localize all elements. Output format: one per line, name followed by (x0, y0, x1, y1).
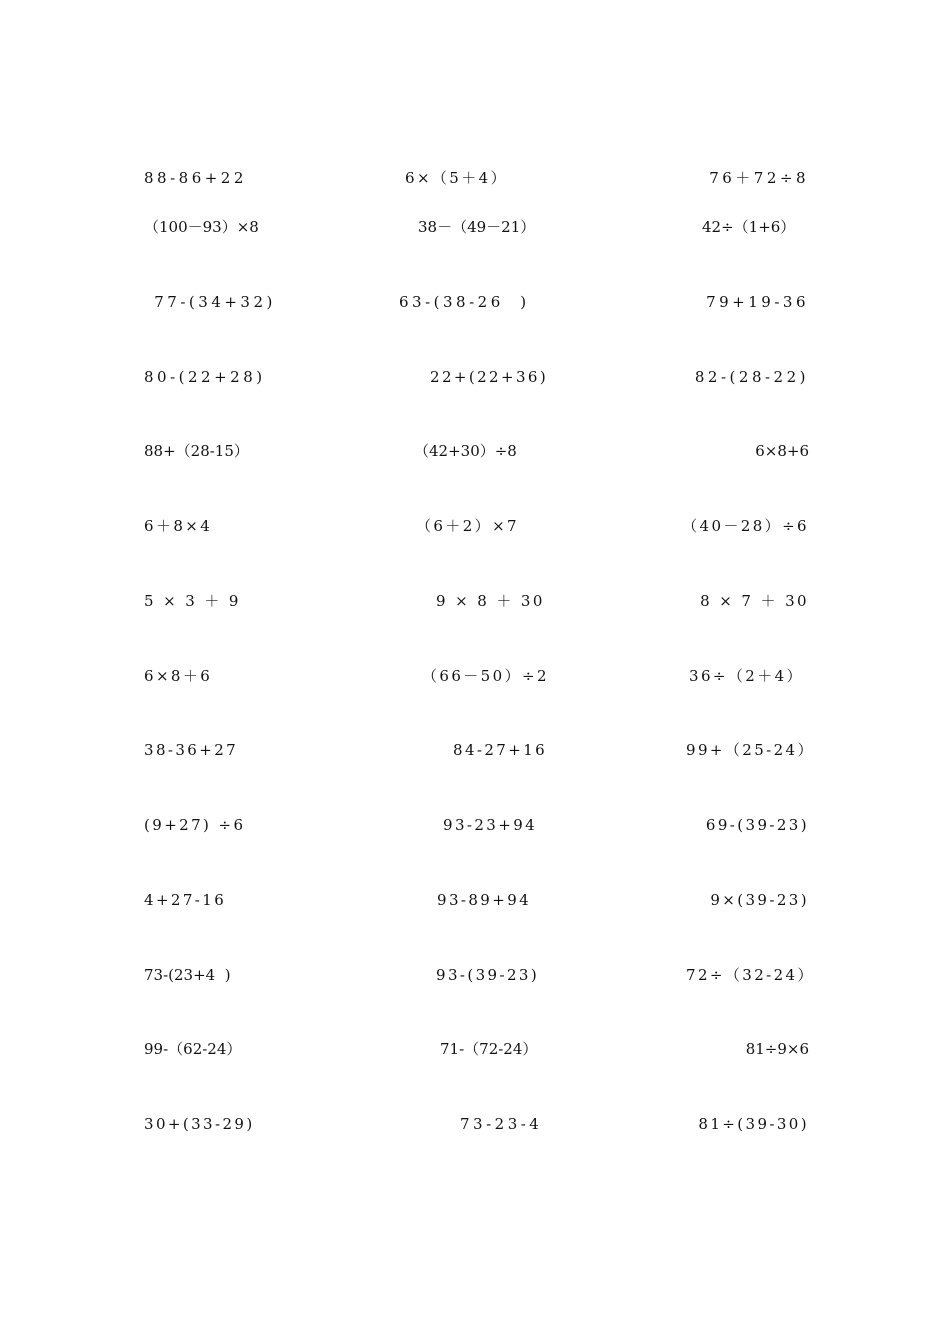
expression-r9-c3: 99+（25-24） (686, 741, 815, 759)
expression-r3-c1: 77-(34+32) (146, 293, 276, 311)
expression-r1-c3: 76＋72÷8 (709, 169, 809, 187)
expression-r5-c1: 88+（28-15） (144, 442, 249, 460)
expression-r11-c1: 4+27-16 (144, 891, 227, 909)
expression-r11-c2: 93-89+94 (437, 891, 532, 909)
expression-r2-c3: 42÷（1+6） (702, 218, 796, 236)
expression-r10-c1: (9+27) ÷6 (144, 816, 246, 834)
expression-r3-c2: 63-(38-26 ) (399, 293, 530, 311)
expression-r7-c1: 5 × 3 ＋ 9 (144, 592, 241, 610)
expression-r8-c3: 36÷（2＋4） (689, 667, 804, 685)
expression-r4-c1: 80-(22+28) (144, 368, 266, 386)
expression-r8-c1: 6×8＋6 (144, 667, 213, 685)
expression-r12-c2: 93-(39-23) (436, 966, 540, 984)
expression-r7-c3: 8 × 7 ＋ 30 (700, 592, 809, 610)
expression-r4-c3: 82-(28-22) (694, 368, 809, 386)
expression-r13-c3: 81÷9×6 (745, 1040, 809, 1058)
expression-r6-c2: （6＋2）×7 (416, 517, 519, 535)
expression-r12-c3: 72÷（32-24） (686, 966, 815, 984)
expression-r9-c1: 38-36+27 (144, 741, 239, 759)
expression-r1-c2: 6×（5＋4） (405, 169, 508, 187)
expression-r5-c3: 6×8+6 (755, 442, 809, 460)
expression-r14-c3: 81÷(39-30) (698, 1115, 809, 1133)
expression-r9-c2: 84-27+16 (453, 741, 548, 759)
expression-r4-c2: 22+(22+36) (430, 368, 549, 386)
expression-r1-c1: 88-86+22 (144, 169, 247, 187)
expression-r2-c2: 38－（49－21） (418, 218, 536, 236)
expression-r8-c2: （66－50）÷2 (422, 667, 549, 685)
expression-r13-c2: 71-（72-24） (440, 1040, 538, 1058)
expression-r5-c2: （42+30）÷8 (414, 442, 517, 460)
expression-r3-c3: 79+19-36 (706, 293, 809, 311)
expression-r13-c1: 99-（62-24） (144, 1040, 242, 1058)
expression-r6-c3: （40－28）÷6 (682, 517, 809, 535)
expression-r14-c2: 73-23-4 (460, 1115, 543, 1133)
expression-r12-c1: 73-(23+4 ) (144, 966, 231, 984)
expression-r6-c1: 6＋8×4 (144, 517, 213, 535)
expression-r14-c1: 30+(33-29) (144, 1115, 255, 1133)
expression-r10-c3: 69-(39-23) (705, 816, 809, 834)
expression-r7-c2: 9 × 8 ＋ 30 (436, 592, 545, 610)
expression-r2-c1: （100－93）×8 (144, 218, 259, 236)
expression-r11-c3: 9×(39-23) (710, 891, 809, 909)
expression-r10-c2: 93-23+94 (443, 816, 538, 834)
